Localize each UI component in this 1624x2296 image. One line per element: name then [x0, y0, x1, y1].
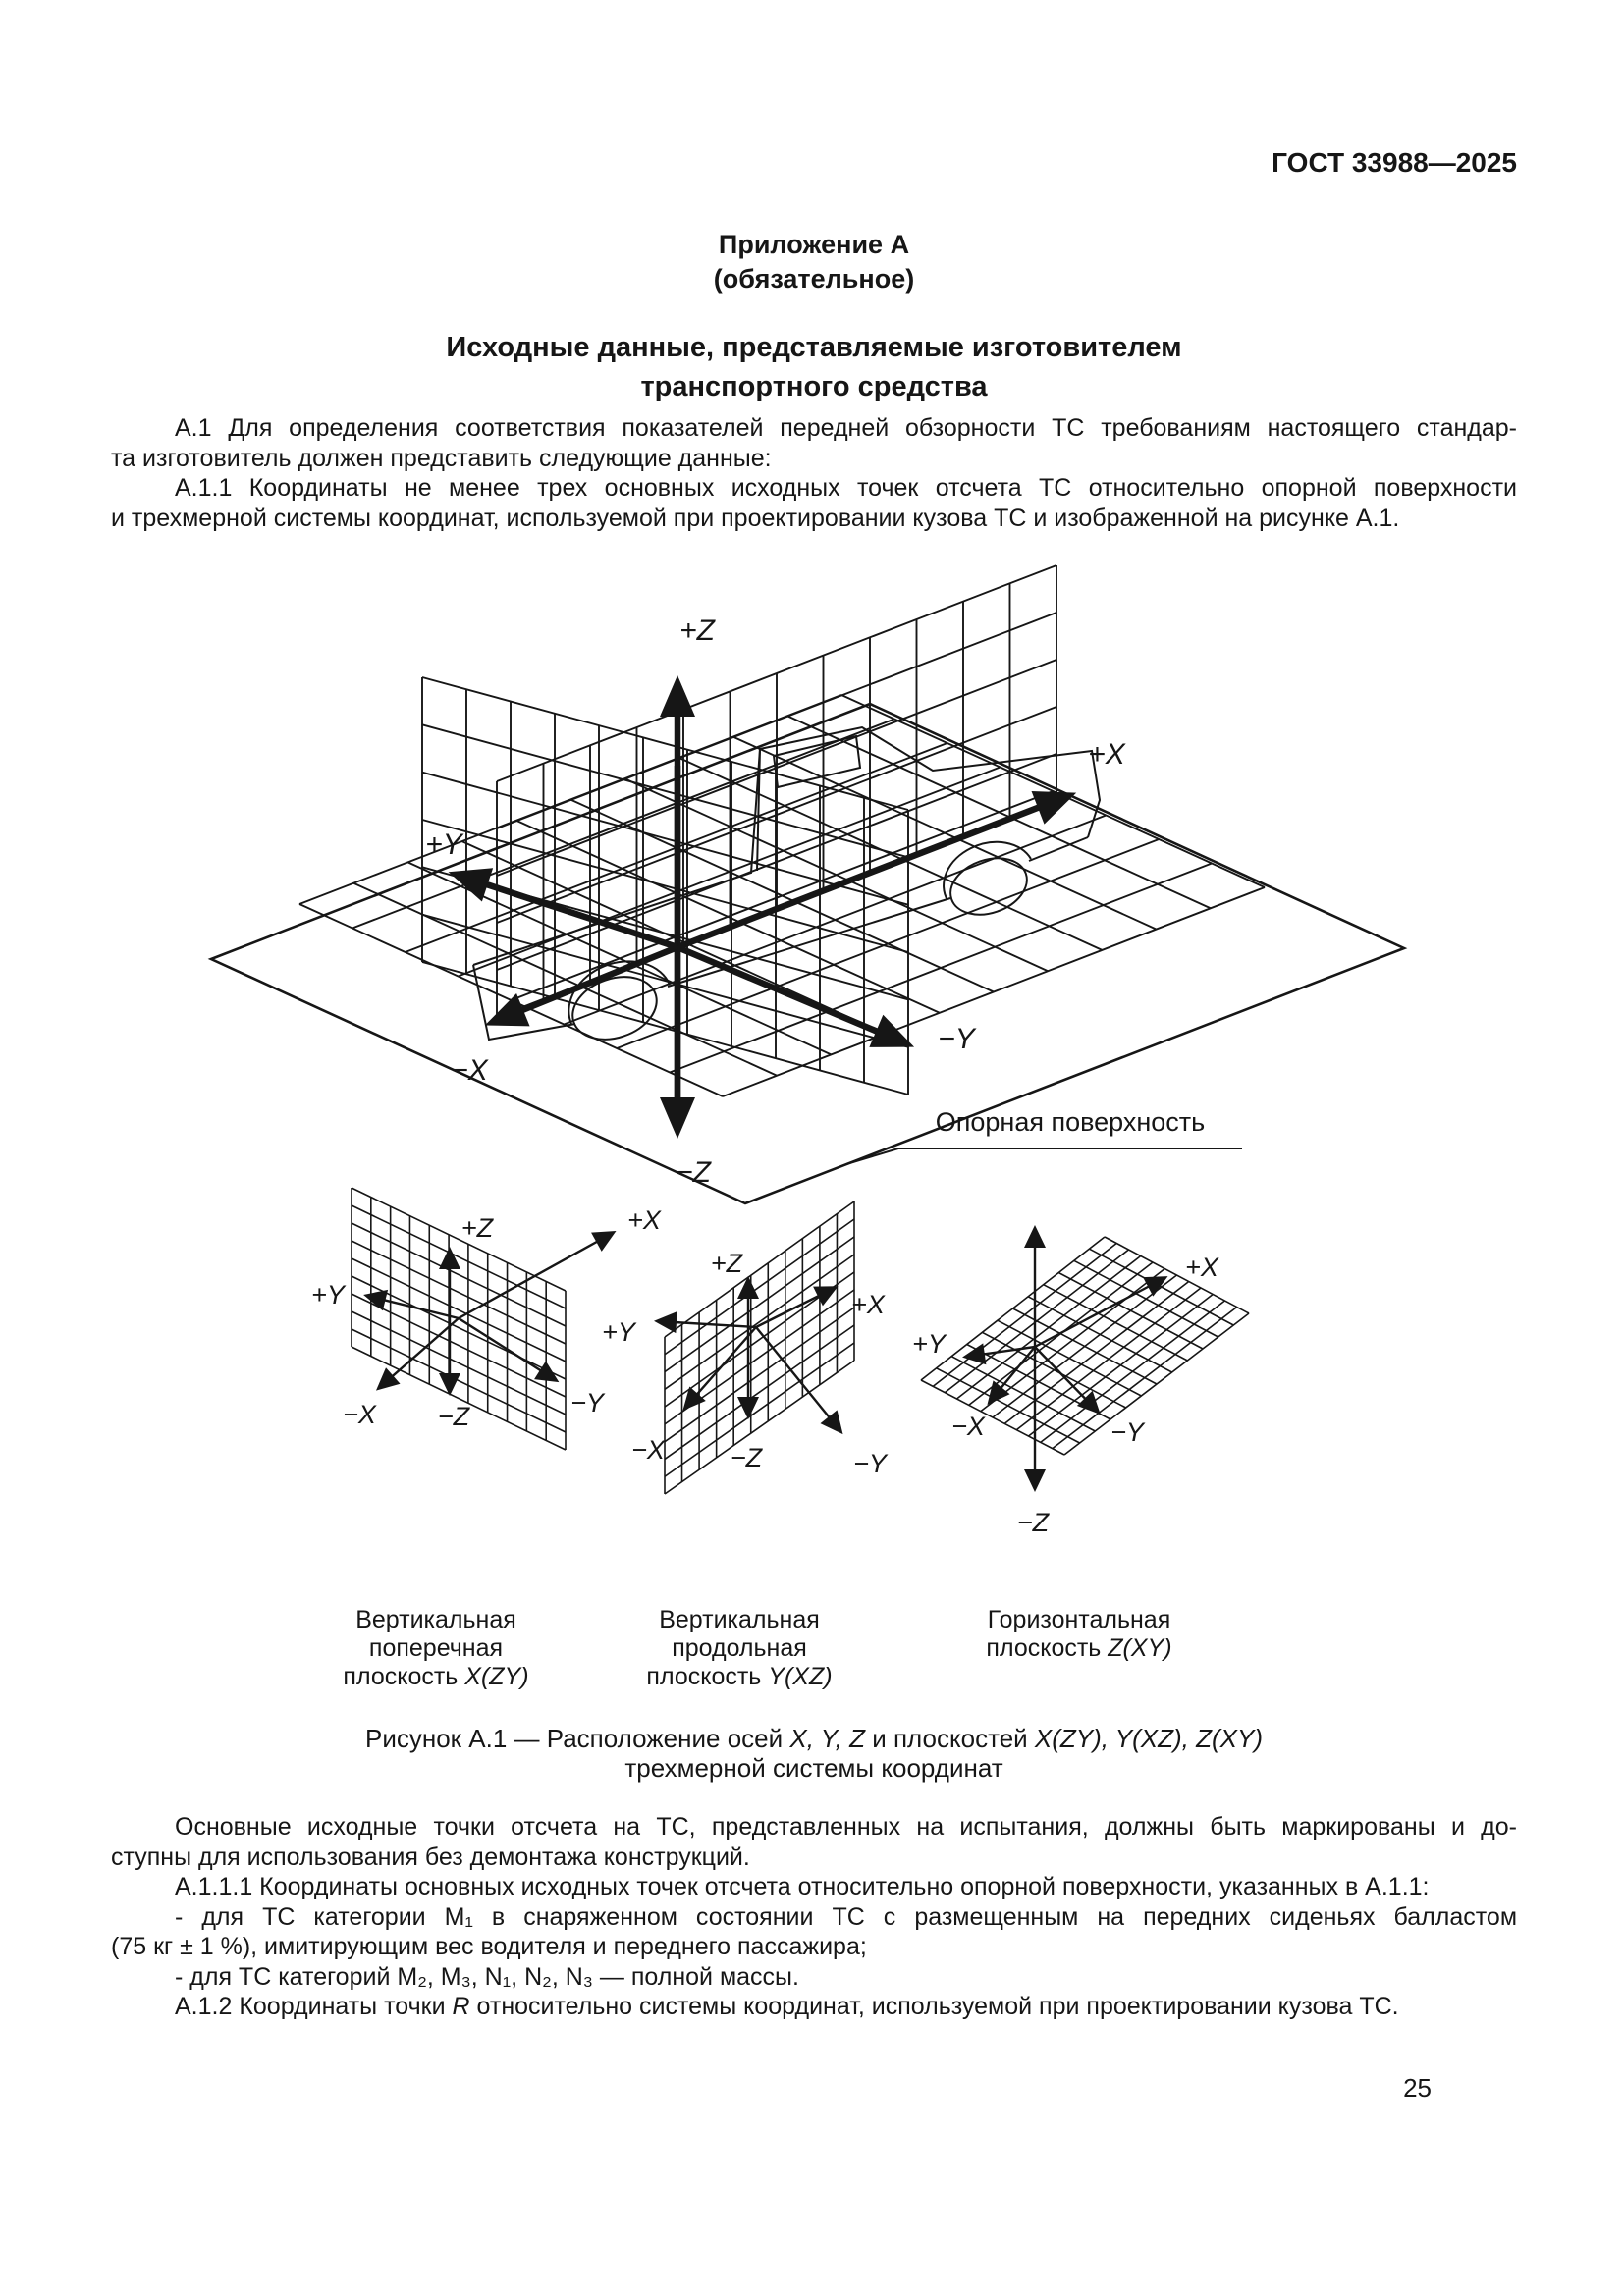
axis-label-plus-z: +Z [460, 1213, 494, 1243]
caption-line: Вертикальная [355, 1606, 516, 1633]
axis-label-plus-y: +Y [311, 1280, 345, 1309]
axis-plus-y [460, 876, 677, 947]
figure-caption-line1: Рисунок А.1 — Расположение осей X, Y, Z и плоскостей X(ZY), Y(XZ), Z(XY) [364, 1724, 1263, 1753]
text-line: А.1.1 Координаты не менее трех основных исходных точек отсчета ТС относительно опорной поверхности [175, 474, 1517, 502]
caption-line: плоскость Z(XY) [986, 1634, 1172, 1662]
document-title-line1: Исходные данные, представляемые изготовителем [446, 332, 1182, 363]
axis-label-plus-y: +Y [425, 828, 462, 861]
caption-line: Горизонтальная [987, 1606, 1171, 1633]
appendix-subtitle: (обязательное) [713, 264, 915, 294]
text-line: А.1 Для определения соответствия показателей передней обзорности ТС требованиям настоящего стандар- [175, 414, 1517, 442]
axis-label-plus-x: +X [627, 1205, 661, 1235]
caption-line: плоскость X(ZY) [343, 1663, 529, 1690]
axis-label-minus-x: −X [951, 1412, 985, 1441]
subfigure3-caption [912, 1606, 1246, 1663]
axis-label-plus-y: +Y [912, 1329, 946, 1359]
axis-label-plus-x: +X [1088, 738, 1125, 771]
text-line: и трехмерной системы координат, используемой при проектировании кузова ТС и изображенной на рисунке А.1. [111, 504, 1400, 532]
text-line: А.1.2 Координаты точки R относительно системы координат, используемой при проектировании кузова ТС. [175, 1993, 1399, 2020]
subfigure2-caption [582, 1606, 896, 1691]
page-number: 25 [1403, 2073, 1432, 2103]
text-line: А.1.1.1 Координаты основных исходных точек отсчета относительно опорной поверхности, указанных в А.1.1: [175, 1873, 1430, 1900]
document-title-line2: транспортного средства [640, 371, 988, 402]
axis-label-minus-z: −Z [676, 1156, 711, 1189]
axis-label-minus-x: −X [631, 1435, 665, 1465]
axis-label-plus-x: +X [851, 1290, 885, 1319]
caption-line: поперечная [368, 1634, 504, 1662]
axis-label-minus-x: −X [451, 1054, 488, 1087]
axis-minus-x [496, 947, 677, 1021]
text-line: та изготовитель должен представить следующие данные: [111, 444, 772, 472]
text-line: - для ТС категорий М₂, М₃, N₁, N₂, N₃ — полной массы. [175, 1962, 799, 1991]
axis-label-minus-y: −Y [853, 1449, 887, 1478]
longitudinal-plane-grid [497, 565, 1056, 1017]
text-line: Основные исходные точки отсчета на ТС, представленных на испытания, должны быть маркированы и до- [175, 1813, 1517, 1841]
caption-line: продольная [672, 1634, 807, 1662]
figure-caption-line2: трехмерной системы координат [624, 1753, 1003, 1783]
axis-label-plus-x: +X [1185, 1253, 1218, 1282]
axis-label-plus-z: +Z [679, 614, 715, 647]
figure-caption [111, 1724, 1517, 1783]
text-line: ступны для использования без демонтажа конструкций. [111, 1842, 750, 1871]
axis-label-plus-z: +Z [710, 1249, 743, 1278]
appendix-title: Приложение А [718, 230, 910, 259]
axis-plus-x [677, 797, 1065, 947]
caption-line: плоскость Y(XZ) [646, 1663, 833, 1690]
subfigure1-caption [279, 1606, 593, 1691]
axis-label-minus-z: −Z [730, 1443, 763, 1472]
axis-label-minus-z: −Z [1016, 1508, 1050, 1537]
axis-label-minus-x: −X [343, 1400, 376, 1429]
axis-label-plus-y: +Y [602, 1317, 635, 1347]
subfigure-horizontal-plane [912, 1229, 1249, 1537]
subfigure-longitudinal-plane [602, 1201, 889, 1494]
text-line: - для ТС категории М₁ в снаряженном состоянии ТС с размещенным на передних сиденьях балластом [175, 1902, 1517, 1931]
axis-label-minus-z: −Z [437, 1402, 470, 1431]
caption-line: Вертикальная [659, 1606, 820, 1633]
document-code: ГОСТ 33988—2025 [1272, 147, 1517, 178]
axis-label-minus-y: −Y [938, 1023, 975, 1055]
paragraph-a11 [111, 1812, 1517, 2022]
support-surface-label: Опорная поверхность [935, 1107, 1206, 1137]
axis-label-minus-y: −Y [570, 1388, 604, 1417]
text-line: (75 кг ± 1 %), имитирующим вес водителя и переднего пассажира; [111, 1933, 867, 1960]
axis-label-minus-y: −Y [1110, 1417, 1144, 1447]
